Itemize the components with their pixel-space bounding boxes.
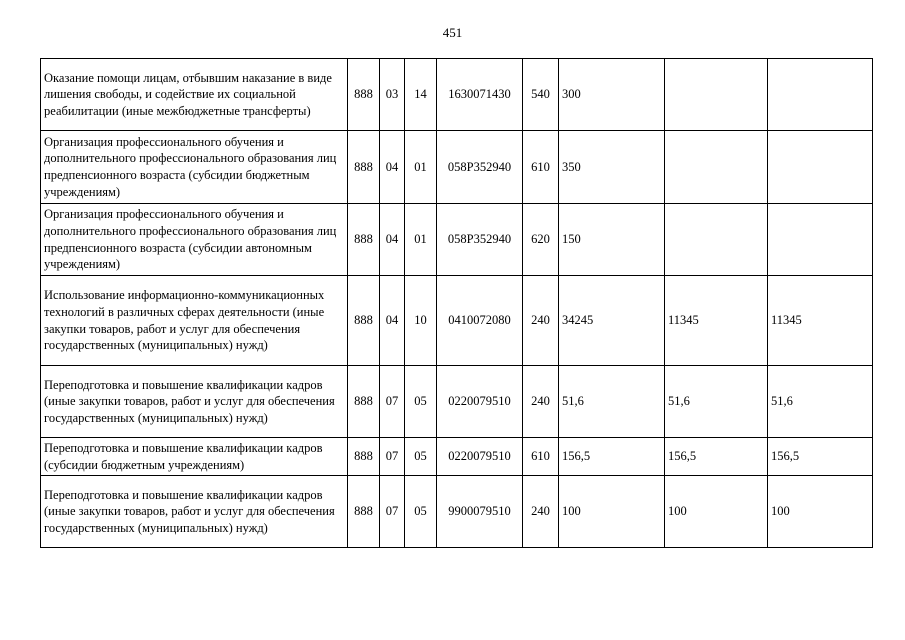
expense-type: 610: [523, 438, 559, 476]
section-code: 04: [380, 131, 405, 204]
budget-table: [40, 58, 873, 548]
amount-year-1: 34245: [559, 276, 665, 366]
target-article: 0220079510: [437, 366, 523, 438]
expense-type: 620: [523, 204, 559, 276]
row-description: Организация профессионального обучения и дополнительного профессионального образования лиц предпенсионного возраста (субсидии бюджетным учреждениям): [41, 131, 348, 204]
expense-type: 540: [523, 59, 559, 131]
subsection-code: 14: [405, 59, 437, 131]
section-code: 04: [380, 276, 405, 366]
ministry-code: 888: [348, 476, 380, 548]
target-article: 1630071430: [437, 59, 523, 131]
row-description: Оказание помощи лицам, отбывшим наказание в виде лишения свободы, и содействие их социальной реабилитации (иные межбюджетные трансферты): [41, 59, 348, 131]
amount-year-2: 100: [665, 476, 768, 548]
amount-year-2: 51,6: [665, 366, 768, 438]
page-number: 451: [442, 25, 463, 40]
row-description: Переподготовка и повышение квалификации кадров (иные закупки товаров, работ и услуг для обеспечения государственных (муниципальных) нужд): [41, 366, 348, 438]
table-row: [41, 59, 873, 131]
subsection-code: 05: [405, 476, 437, 548]
ministry-code: 888: [348, 204, 380, 276]
table-row: [41, 276, 873, 366]
expense-type: 240: [523, 476, 559, 548]
amount-year-1: 51,6: [559, 366, 665, 438]
ministry-code: 888: [348, 59, 380, 131]
table-row: [41, 438, 873, 476]
subsection-code: 01: [405, 131, 437, 204]
subsection-code: 05: [405, 438, 437, 476]
amount-year-3: 51,6: [768, 366, 873, 438]
amount-year-2: [665, 204, 768, 276]
expense-type: 240: [523, 366, 559, 438]
target-article: 058P352940: [437, 131, 523, 204]
subsection-code: 01: [405, 204, 437, 276]
amount-year-2: 11345: [665, 276, 768, 366]
amount-year-3: [768, 204, 873, 276]
expense-type: 610: [523, 131, 559, 204]
ministry-code: 888: [348, 131, 380, 204]
amount-year-3: 100: [768, 476, 873, 548]
target-article: 0410072080: [437, 276, 523, 366]
amount-year-3: 156,5: [768, 438, 873, 476]
row-description: Организация профессионального обучения и дополнительного профессионального образования лиц предпенсионного возраста (субсидии автономным учреждениям): [41, 204, 348, 276]
table-row: [41, 204, 873, 276]
target-article: 058P352940: [437, 204, 523, 276]
row-description: Переподготовка и повышение квалификации кадров (субсидии бюджетным учреждениям): [41, 438, 348, 476]
target-article: 9900079510: [437, 476, 523, 548]
table-row: [41, 131, 873, 204]
amount-year-2: 156,5: [665, 438, 768, 476]
expense-type: 240: [523, 276, 559, 366]
section-code: 07: [380, 476, 405, 548]
amount-year-3: 11345: [768, 276, 873, 366]
section-code: 07: [380, 366, 405, 438]
ministry-code: 888: [348, 276, 380, 366]
section-code: 03: [380, 59, 405, 131]
amount-year-1: 150: [559, 204, 665, 276]
amount-year-1: 300: [559, 59, 665, 131]
amount-year-3: [768, 131, 873, 204]
subsection-code: 10: [405, 276, 437, 366]
ministry-code: 888: [348, 366, 380, 438]
row-description: Переподготовка и повышение квалификации кадров (иные закупки товаров, работ и услуг для обеспечения государственных (муниципальных) нужд): [41, 476, 348, 548]
amount-year-2: [665, 131, 768, 204]
ministry-code: 888: [348, 438, 380, 476]
row-description: Использование информационно-коммуникационных технологий в различных сферах деятельности (иные закупки товаров, работ и услуг для обеспечения государственных (муниципальных) нужд): [41, 276, 348, 366]
amount-year-1: 350: [559, 131, 665, 204]
target-article: 0220079510: [437, 438, 523, 476]
table-row: [41, 366, 873, 438]
section-code: 04: [380, 204, 405, 276]
table-row: [41, 476, 873, 548]
subsection-code: 05: [405, 366, 437, 438]
section-code: 07: [380, 438, 405, 476]
amount-year-2: [665, 59, 768, 131]
amount-year-1: 156,5: [559, 438, 665, 476]
amount-year-3: [768, 59, 873, 131]
amount-year-1: 100: [559, 476, 665, 548]
